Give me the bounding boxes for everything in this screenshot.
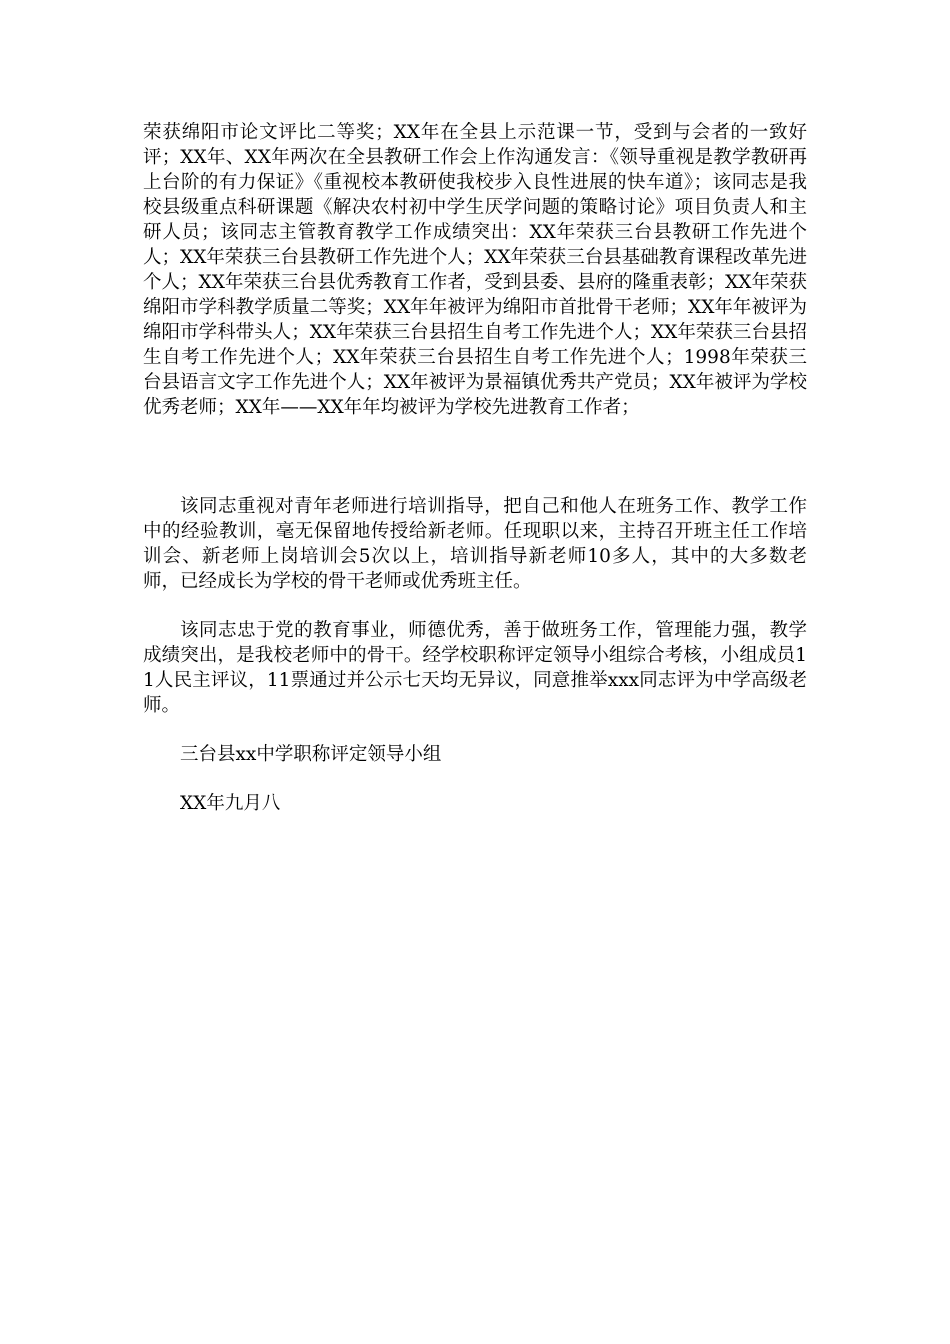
signature-line: 三台县xx中学职称评定领导小组 — [180, 744, 442, 765]
date-line: XX年九月八 — [180, 793, 281, 814]
document-body — [143, 120, 807, 816]
paragraph-awards: 荣获绵阳市论文评比二等奖；XX年在全县上示范课一节，受到与会者的一致好评；XX年、XX年两次在全县教研工作会上作沟通发言：《领导重视是教学教研再上台阶的有力保证》《重视校本教研使我校步入良性进展的快车道》；该同志是我校县级重点科研课题《解决农村初中学生厌学问题的策略讨论》项目负责人和主研人员；该同志主管教育教学工作成绩突出：XX年荣获三台县教研工作先进个人；XX年荣获三台县教研工作先进个人；XX年荣获三台县基础教育课程改革先进个人；XX年荣获三台县优秀教育工作者，受到县委、县府的隆重表彰；XX年荣获绵阳市学科教学质量二等奖；XX年年被评为绵阳市首批骨干老师；XX年年被评为绵阳市学科带头人；XX年荣获三台县招生自考工作先进个人；XX年荣获三台县招生自考工作先进个人；XX年荣获三台县招生自考工作先进个人；1998年荣获三台县语言文字工作先进个人；XX年被评为景福镇优秀共产党员；XX年被评为学校优秀老师；XX年——XX年年均被评为学校先进教育工作者； — [143, 122, 807, 418]
paragraph-training: 该同志重视对青年老师进行培训指导，把自己和他人在班务工作、教学工作中的经验教训，毫无保留地传授给新老师。任现职以来，主持召开班主任工作培训会、新老师上岗培训会5次以上，培训指导新老师10多人，其中的大多数老师，已经成长为学校的骨干老师或优秀班主任。 — [143, 496, 807, 592]
paragraph-conclusion: 该同志忠于党的教育事业，师德优秀，善于做班务工作，管理能力强，教学成绩突出，是我校老师中的骨干。经学校职称评定领导小组综合考核，小组成员11人民主评议，11票通过并公示七天均无异议，同意推举xxx同志评为中学高级老师。 — [143, 620, 807, 716]
